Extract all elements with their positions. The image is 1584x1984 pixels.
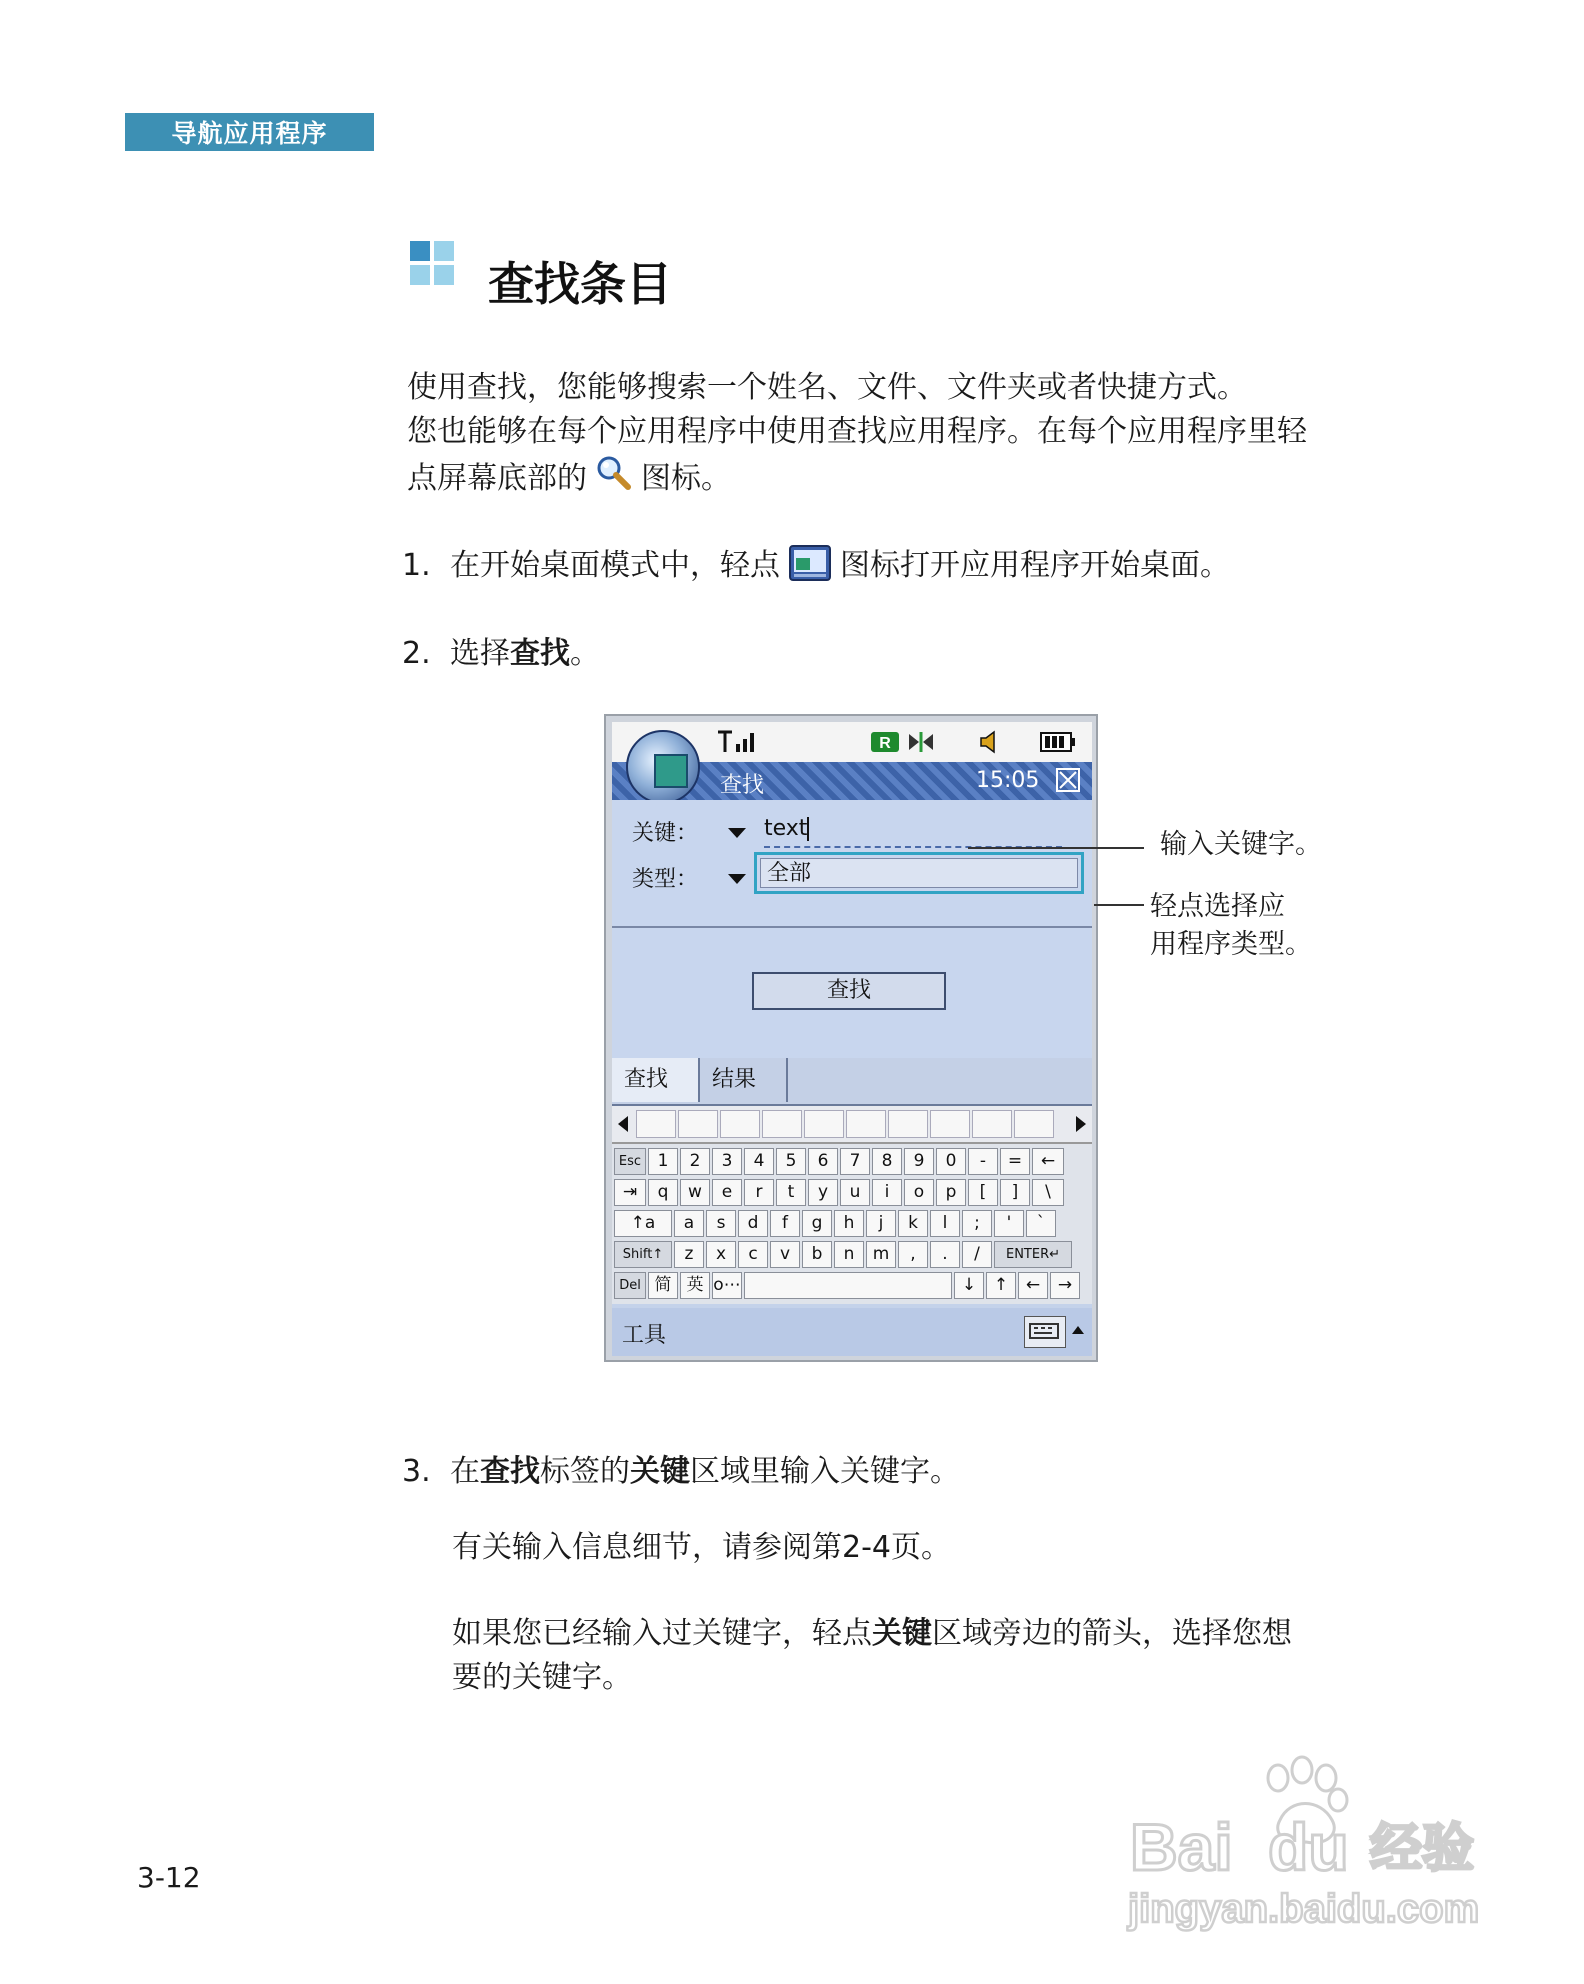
key[interactable]: q	[648, 1179, 678, 1206]
key[interactable]: x	[706, 1241, 736, 1268]
key[interactable]: ENTER↵	[994, 1241, 1072, 1268]
step-1-text-start: 在开始桌面模式中，轻点	[450, 548, 780, 583]
tab-find[interactable]: 查找	[612, 1058, 700, 1102]
roaming-icon	[870, 730, 900, 754]
step-2	[402, 628, 600, 672]
baidu-watermark-logo	[1120, 1750, 1500, 1940]
find-button[interactable]: 查找	[752, 972, 946, 1010]
note-2-bold: 关键	[872, 1616, 932, 1651]
form-body	[612, 928, 1092, 1058]
note-2-start: 如果您已经输入过关键字，轻点	[452, 1616, 872, 1651]
key[interactable]: n	[834, 1241, 864, 1268]
app-title: 查找	[720, 773, 765, 798]
keyboard-toggle-icon[interactable]	[1024, 1316, 1066, 1348]
key[interactable]: t	[776, 1179, 806, 1206]
keyword-callout-line	[968, 847, 1144, 849]
step-2-number: 2.	[402, 636, 431, 671]
key[interactable]: c	[738, 1241, 768, 1268]
step-3-p1: 在	[450, 1454, 480, 1489]
key[interactable]: .	[930, 1241, 960, 1268]
key[interactable]: Esc	[614, 1148, 646, 1175]
step-3-p2: 标签的	[540, 1454, 630, 1489]
keyword-value: text	[764, 816, 808, 841]
tab-results[interactable]: 结果	[700, 1058, 788, 1102]
signal-icon	[716, 730, 758, 754]
key[interactable]: 4	[744, 1148, 774, 1175]
step-2-text: 选择	[450, 636, 510, 671]
key[interactable]: h	[834, 1210, 864, 1237]
key[interactable]: r	[744, 1179, 774, 1206]
key[interactable]: m	[866, 1241, 896, 1268]
svg-text:经验: 经验	[1370, 1819, 1475, 1879]
key[interactable]: o⋯	[712, 1272, 742, 1299]
key[interactable]: j	[866, 1210, 896, 1237]
type-select[interactable]	[754, 852, 1084, 894]
step-3-number: 3.	[402, 1454, 431, 1489]
key[interactable]: 2	[680, 1148, 710, 1175]
key[interactable]: v	[770, 1241, 800, 1268]
section-tab: 导航应用程序	[125, 113, 374, 151]
keyword-label: 关键：	[632, 821, 699, 846]
key[interactable]: '	[994, 1210, 1024, 1237]
clock: 15:05	[976, 768, 1040, 793]
svg-text:Bai: Bai	[1130, 1810, 1233, 1884]
find-app-logo	[626, 730, 700, 804]
key[interactable]: f	[770, 1210, 800, 1237]
intro-line-3-end: 图标。	[641, 461, 731, 496]
keyword-callout: 输入关键字。	[1160, 829, 1322, 860]
start-desktop-icon	[788, 544, 832, 590]
key[interactable]: ;	[962, 1210, 992, 1237]
step-3	[402, 1446, 960, 1490]
key[interactable]: 9	[904, 1148, 934, 1175]
key[interactable]: 7	[840, 1148, 870, 1175]
key[interactable]: 8	[872, 1148, 902, 1175]
key[interactable]	[744, 1272, 952, 1299]
speaker-icon	[978, 730, 1002, 754]
key[interactable]: Shift↑	[614, 1241, 672, 1268]
key[interactable]: i	[872, 1179, 902, 1206]
intro-paragraph	[407, 366, 1447, 505]
step-1-number: 1.	[402, 548, 431, 583]
key[interactable]: ⇥	[614, 1179, 646, 1206]
find-app-screen	[612, 722, 1092, 1356]
key[interactable]: Del	[614, 1272, 646, 1299]
note-2-end: 区域旁边的箭头，选择您想	[932, 1616, 1292, 1651]
intro-line-1: 使用查找，您能够搜索一个姓名、文件、文件夹或者快捷方式。	[407, 370, 1247, 405]
close-icon[interactable]	[1056, 768, 1080, 792]
key[interactable]: ,	[898, 1241, 928, 1268]
key[interactable]: 3	[712, 1148, 742, 1175]
soft-keyboard	[612, 1144, 1092, 1304]
tools-menu[interactable]: 工具	[622, 1323, 667, 1348]
key[interactable]: -	[968, 1148, 998, 1175]
key[interactable]: o	[904, 1179, 934, 1206]
candidate-bar	[612, 1106, 1092, 1144]
type-callout-line	[1094, 904, 1144, 906]
type-callout-2: 用程序类型。	[1150, 929, 1312, 960]
battery-icon	[1040, 732, 1076, 752]
type-callout-1: 轻点选择应	[1150, 891, 1285, 922]
intro-line-3-start: 点屏幕底部的	[407, 461, 587, 496]
key[interactable]: \	[1032, 1179, 1064, 1206]
type-value: 全部	[760, 858, 1078, 888]
step-3-b1: 查找	[480, 1454, 540, 1489]
keyword-input[interactable]	[764, 816, 1062, 848]
type-label: 类型：	[632, 867, 699, 892]
key[interactable]: p	[936, 1179, 966, 1206]
note-2	[452, 1612, 1292, 1700]
note-2-line-2: 要的关键字。	[452, 1660, 632, 1695]
section-bullet-icon	[410, 241, 456, 287]
key[interactable]: a	[674, 1210, 704, 1237]
candidate-right-arrow-icon[interactable]	[1074, 1114, 1088, 1134]
key[interactable]: ←	[1032, 1148, 1064, 1175]
bottom-toolbar	[612, 1308, 1092, 1356]
key[interactable]: d	[738, 1210, 768, 1237]
key[interactable]: z	[674, 1241, 704, 1268]
page-title: 查找条目	[488, 257, 672, 311]
search-icon	[595, 454, 633, 505]
intro-line-3	[407, 454, 1447, 505]
key[interactable]: g	[802, 1210, 832, 1237]
candidate-left-arrow-icon[interactable]	[616, 1114, 630, 1134]
input-menu-arrow-icon[interactable]	[1070, 1324, 1086, 1336]
key[interactable]: s	[706, 1210, 736, 1237]
key[interactable]: 简	[648, 1272, 678, 1299]
key[interactable]: 英	[680, 1272, 710, 1299]
key[interactable]: 0	[936, 1148, 966, 1175]
vibrate-icon	[906, 730, 936, 754]
key[interactable]: ↑	[986, 1272, 1016, 1299]
tab-bar	[612, 1058, 1092, 1106]
key[interactable]: y	[808, 1179, 838, 1206]
step-2-bold: 查找	[510, 636, 570, 671]
key[interactable]: w	[680, 1179, 710, 1206]
key[interactable]: l	[930, 1210, 960, 1237]
search-form	[612, 800, 1092, 928]
page-number: 3-12	[137, 1861, 201, 1894]
key[interactable]: ]	[1000, 1179, 1030, 1206]
step-3-b2: 关键	[630, 1454, 690, 1489]
step-1	[402, 540, 1230, 590]
key[interactable]: 6	[808, 1148, 838, 1175]
keyword-dropdown-arrow-icon[interactable]	[728, 828, 746, 838]
step-1-text-end: 图标打开应用程序开始桌面。	[840, 548, 1230, 583]
key[interactable]: u	[840, 1179, 870, 1206]
key[interactable]: ←	[1018, 1272, 1048, 1299]
key[interactable]: ↑a	[614, 1210, 672, 1237]
key[interactable]: e	[712, 1179, 742, 1206]
intro-line-2: 您也能够在每个应用程序中使用查找应用程序。在每个应用程序里轻	[407, 414, 1307, 449]
key[interactable]: /	[962, 1241, 992, 1268]
svg-text:jingyan.baidu.com: jingyan.baidu.com	[1128, 1887, 1480, 1931]
key[interactable]: k	[898, 1210, 928, 1237]
key[interactable]: 1	[648, 1148, 678, 1175]
key[interactable]: 5	[776, 1148, 806, 1175]
type-dropdown-arrow-icon[interactable]	[728, 874, 746, 884]
key[interactable]: `	[1026, 1210, 1056, 1237]
key[interactable]: b	[802, 1241, 832, 1268]
step-2-end: 。	[570, 636, 600, 671]
key[interactable]: =	[1000, 1148, 1030, 1175]
key[interactable]: ↓	[954, 1272, 984, 1299]
key[interactable]: →	[1050, 1272, 1080, 1299]
note-1: 有关输入信息细节，请参阅第2-4页。	[452, 1530, 951, 1565]
svg-text:R: R	[879, 735, 891, 752]
device-screenshot	[604, 714, 1098, 1362]
step-3-p3: 区域里输入关键字。	[690, 1454, 960, 1489]
key[interactable]: [	[968, 1179, 998, 1206]
svg-text:du: du	[1268, 1810, 1349, 1884]
